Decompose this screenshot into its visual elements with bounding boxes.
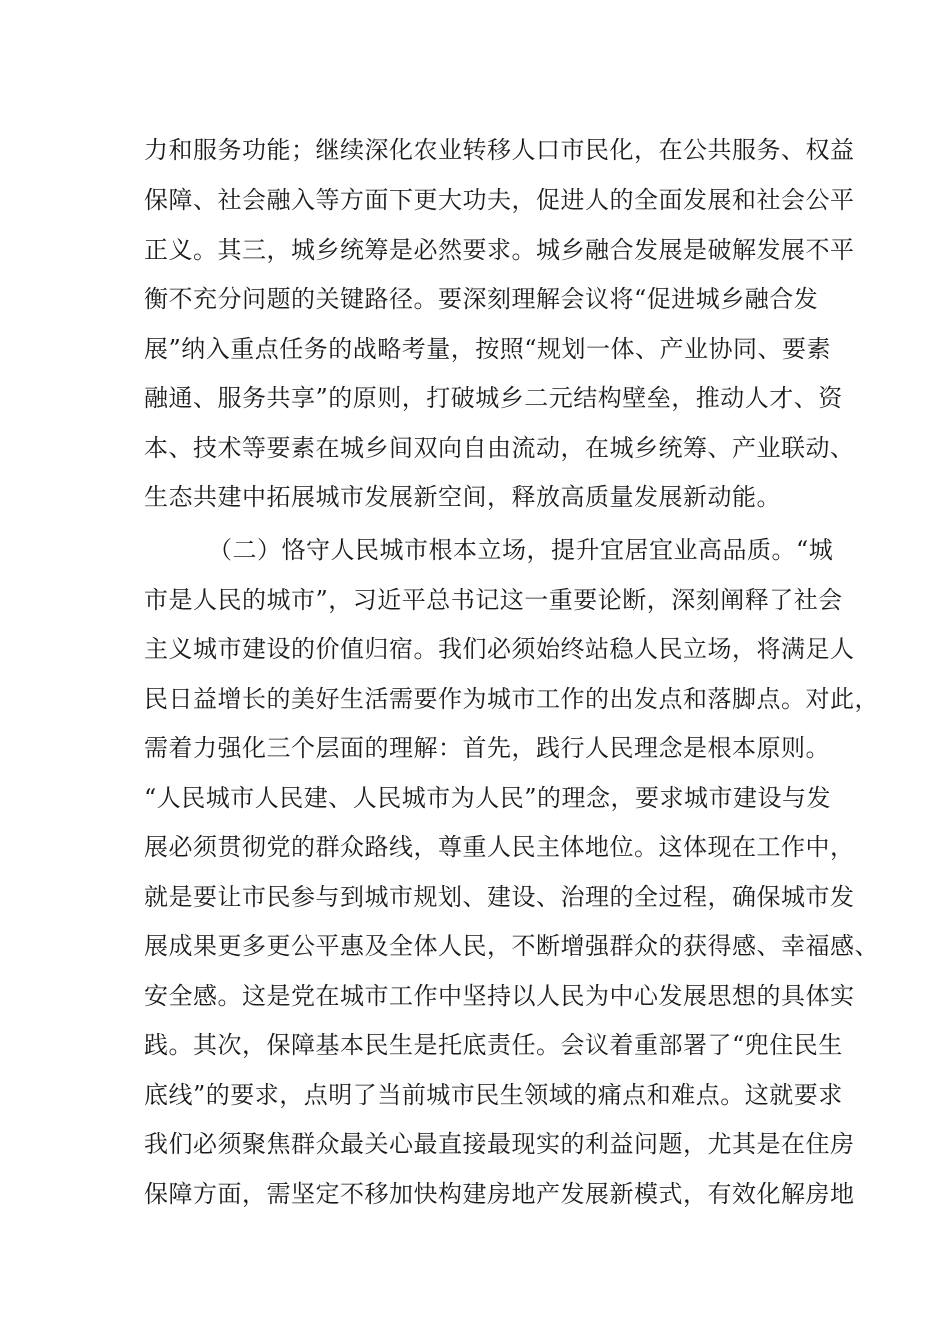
text-line: 生态共建中拓展城市发展新空间，释放高质量发展新动能。 [144, 483, 781, 511]
text-line: 衡不充分问题的关键路径。要深刻理解会议将“促进城乡融合发 [144, 285, 819, 313]
text-line: 展必须贯彻党的群众路线，尊重人民主体地位。这体现在工作中， [144, 833, 855, 861]
text-line: “人民城市人民建、人民城市为人民”的理念，要求城市建设与发 [144, 784, 832, 812]
text-line: 就是要让市民参与到城市规划、建设、治理的全过程，确保城市发 [144, 883, 855, 911]
text-line: 需着力强化三个层面的理解：首先，践行人民理念是根本原则。 [144, 734, 830, 762]
text-line: 融通、服务共享”的原则，打破城乡二元结构壁垒，推动人才、资 [144, 384, 843, 412]
text-line: 展”纳入重点任务的战略考量，按照“规划一体、产业协同、要素 [144, 335, 832, 363]
section-heading-line: （二）恪守人民城市根本立场，提升宜居宜业高品质。“城 [208, 536, 834, 564]
text-line: 本、技术等要素在城乡间双向自由流动，在城乡统筹、产业联动、 [144, 434, 855, 462]
text-line: 底线”的要求，点明了当前城市民生领域的痛点和难点。这就要求 [144, 1081, 843, 1109]
text-line: 力和服务功能；继续深化农业转移人口市民化，在公共服务、权益 [144, 136, 855, 164]
text-line: 市是人民的城市”，习近平总书记这一重要论断，深刻阐释了社会 [144, 586, 843, 614]
text-line: 我们必须聚焦群众最关心最直接最现实的利益问题，尤其是在住房 [144, 1130, 855, 1158]
text-line: 安全感。这是党在城市工作中坚持以人民为中心发展思想的具体实 [144, 982, 855, 1010]
text-line: 民日益增长的美好生活需要作为城市工作的出发点和落脚点。对此， [144, 685, 879, 713]
text-line: 主义城市建设的价值归宿。我们必须始终站稳人民立场，将满足人 [144, 635, 855, 663]
text-line: 正义。其三，城乡统筹是必然要求。城乡融合发展是破解发展不平 [144, 236, 855, 264]
text-line: 保障方面，需坚定不移加快构建房地产发展新模式，有效化解房地 [144, 1180, 855, 1208]
text-line: 展成果更多更公平惠及全体人民，不断增强群众的获得感、幸福感、 [144, 932, 879, 960]
text-line: 践。其次，保障基本民生是托底责任。会议着重部署了“兜住民生 [144, 1031, 843, 1059]
text-line: 保障、社会融入等方面下更大功夫，促进人的全面发展和社会公平 [144, 186, 855, 214]
